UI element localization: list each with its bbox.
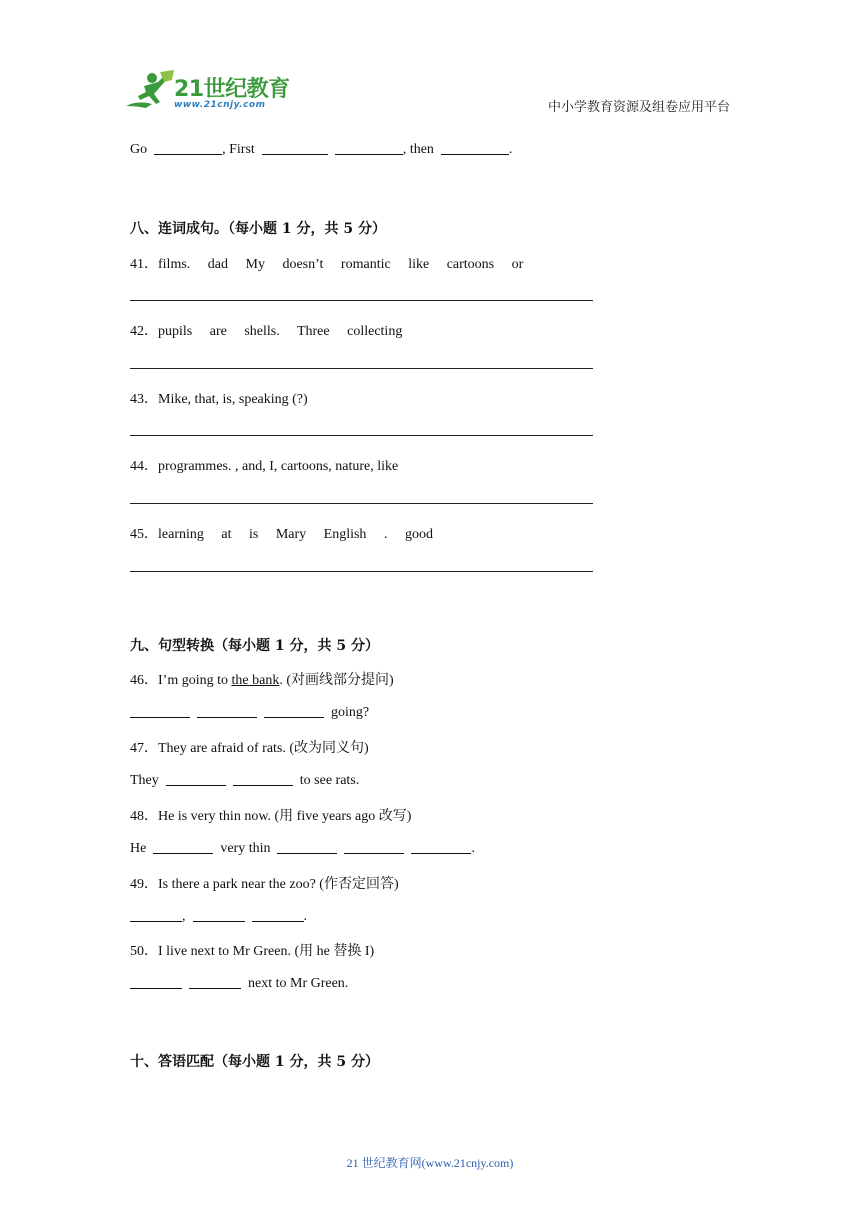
answer-blank[interactable] [252,907,304,922]
answer-blank[interactable] [193,907,245,922]
section-9-title: 九、句型转换（每小题 1 分，共 5 分） [130,638,379,654]
footer-link[interactable]: 21 世纪教育网(www.21cnjy.com) [346,1156,514,1170]
question-46: 46．I’m going to the bank. (对画线部分提问) [130,673,394,688]
answer-blank[interactable] [411,839,471,854]
word-first: , First [222,142,255,157]
answer-blank[interactable] [262,140,328,155]
answer-49: , . [130,907,307,925]
question-45: 45．learning at is Mary English . good [130,527,433,542]
answer-line[interactable] [130,435,593,436]
answer-blank[interactable] [189,974,241,989]
question-50: 50．I live next to Mr Green. (用 he 替换 I) [130,944,375,959]
question-44: 44．programmes. , and, I, cartoons, nature, like [130,459,399,474]
logo-url: www.21cnjy.com [174,100,266,110]
word-go: Go [130,142,148,157]
question-42: 42．pupils are shells. Three collecting [130,324,403,339]
answer-blank[interactable] [277,839,337,854]
answer-blank[interactable] [264,703,324,718]
answer-line[interactable] [130,571,593,572]
answer-blank[interactable] [441,140,509,155]
question-49: 49．Is there a park near the zoo? (作否定回答) [130,877,399,892]
question-41: 41．films. dad My doesn’t romantic like cartoons or [130,257,524,272]
underlined-phrase: the bank [231,673,280,688]
answer-blank[interactable] [197,703,257,718]
answer-blank[interactable] [166,771,226,786]
answer-blank[interactable] [130,974,182,989]
question-48: 48．He is very thin now. (用 five years ago 改写) [130,809,412,824]
answer-50: next to Mr Green. [130,974,348,992]
answer-blank[interactable] [130,907,182,922]
word-then: , then [402,142,434,157]
answer-blank[interactable] [344,839,404,854]
section-10-title: 十、答语匹配（每小题 1 分，共 5 分） [130,1054,379,1070]
logo [124,70,294,116]
platform-name: 中小学教育资源及组卷应用平台 [548,99,731,114]
answer-line[interactable] [130,300,593,301]
answer-blank[interactable] [233,771,293,786]
answer-blank[interactable] [130,703,190,718]
answer-line[interactable] [130,368,593,369]
answer-47: They to see rats. [130,773,360,788]
question-43: 43．Mike, that, is, speaking (?) [130,392,308,407]
answer-blank[interactable] [154,140,222,155]
answer-48: He very thin . [130,841,475,856]
logo-text: 21世纪教育 [174,77,290,102]
directions-line: Go , First , then . [130,142,513,157]
answer-line[interactable] [130,503,593,504]
answer-46: going? [130,703,369,721]
question-47: 47．They are afraid of rats. (改为同义句) [130,741,369,756]
answer-blank[interactable] [153,839,213,854]
runner-logo-icon [124,70,176,116]
section-8-title: 八、连词成句。（每小题 1 分，共 5 分） [130,221,386,237]
answer-blank[interactable] [335,140,403,155]
